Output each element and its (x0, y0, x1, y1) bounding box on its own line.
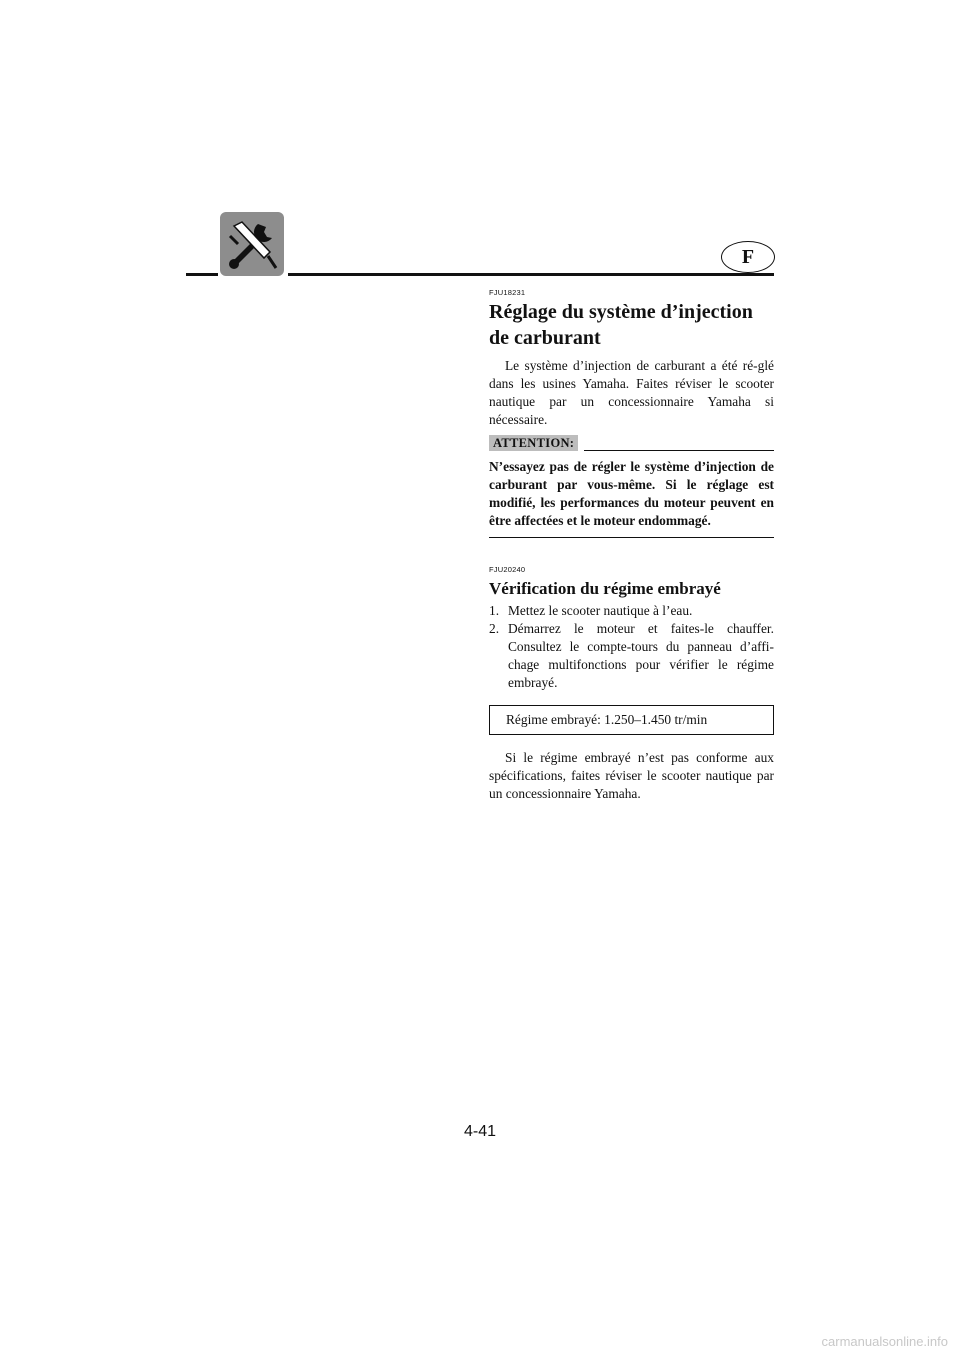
section-title: Réglage du système d’injection de carburant (489, 301, 753, 349)
list-item (489, 602, 774, 620)
spec-box: Régime embrayé: 1.250–1.450 tr/min (489, 705, 774, 735)
step-number: 1. (489, 603, 500, 618)
attention-rule (584, 450, 774, 451)
header-rule-right (288, 273, 774, 276)
watermark: carmanualsonline.info (821, 1334, 948, 1349)
step-text: Mettez le scooter nautique à l’eau. (508, 603, 693, 618)
attention-text: N’essayez pas de régler le système d’injection de carburant par vous-même. Si le réglage est modifié, les performances du moteur peuvent en être affectées et le moteur endommagé. (489, 459, 774, 528)
section-body-2: Si le régime embrayé n’est pas conforme aux spécifications, faites réviser le scooter nautique par un concessionnaire Yamaha. (489, 750, 774, 801)
list-item (489, 620, 774, 692)
section-title-2: Vérification du régime embrayé (489, 579, 721, 598)
section-code: FJU18231 (489, 288, 526, 297)
page-number: 4-41 (463, 1123, 497, 1140)
header-rule-left (186, 273, 218, 276)
step-number: 2. (489, 621, 500, 636)
step-text: Démarrez le moteur et faites-le chauffer. Consultez le compte-tours du panneau d’affi-chage multifonctions pour vérifier le régime embrayé. (508, 621, 774, 690)
section-body: Le système d’injection de carburant a été ré-glé dans les usines Yamaha. Faites réviser le scooter nautique par un concessionnaire Yamaha si nécessaire. (489, 358, 774, 427)
section-code-2: FJU20240 (489, 565, 526, 574)
steps-list (489, 602, 774, 692)
tools-icon (220, 212, 284, 276)
attention-bottom-rule (489, 537, 774, 538)
attention-label: ATTENTION: (489, 435, 578, 451)
attention-header (489, 434, 774, 452)
content-column (489, 288, 774, 803)
language-badge: F (721, 241, 775, 273)
